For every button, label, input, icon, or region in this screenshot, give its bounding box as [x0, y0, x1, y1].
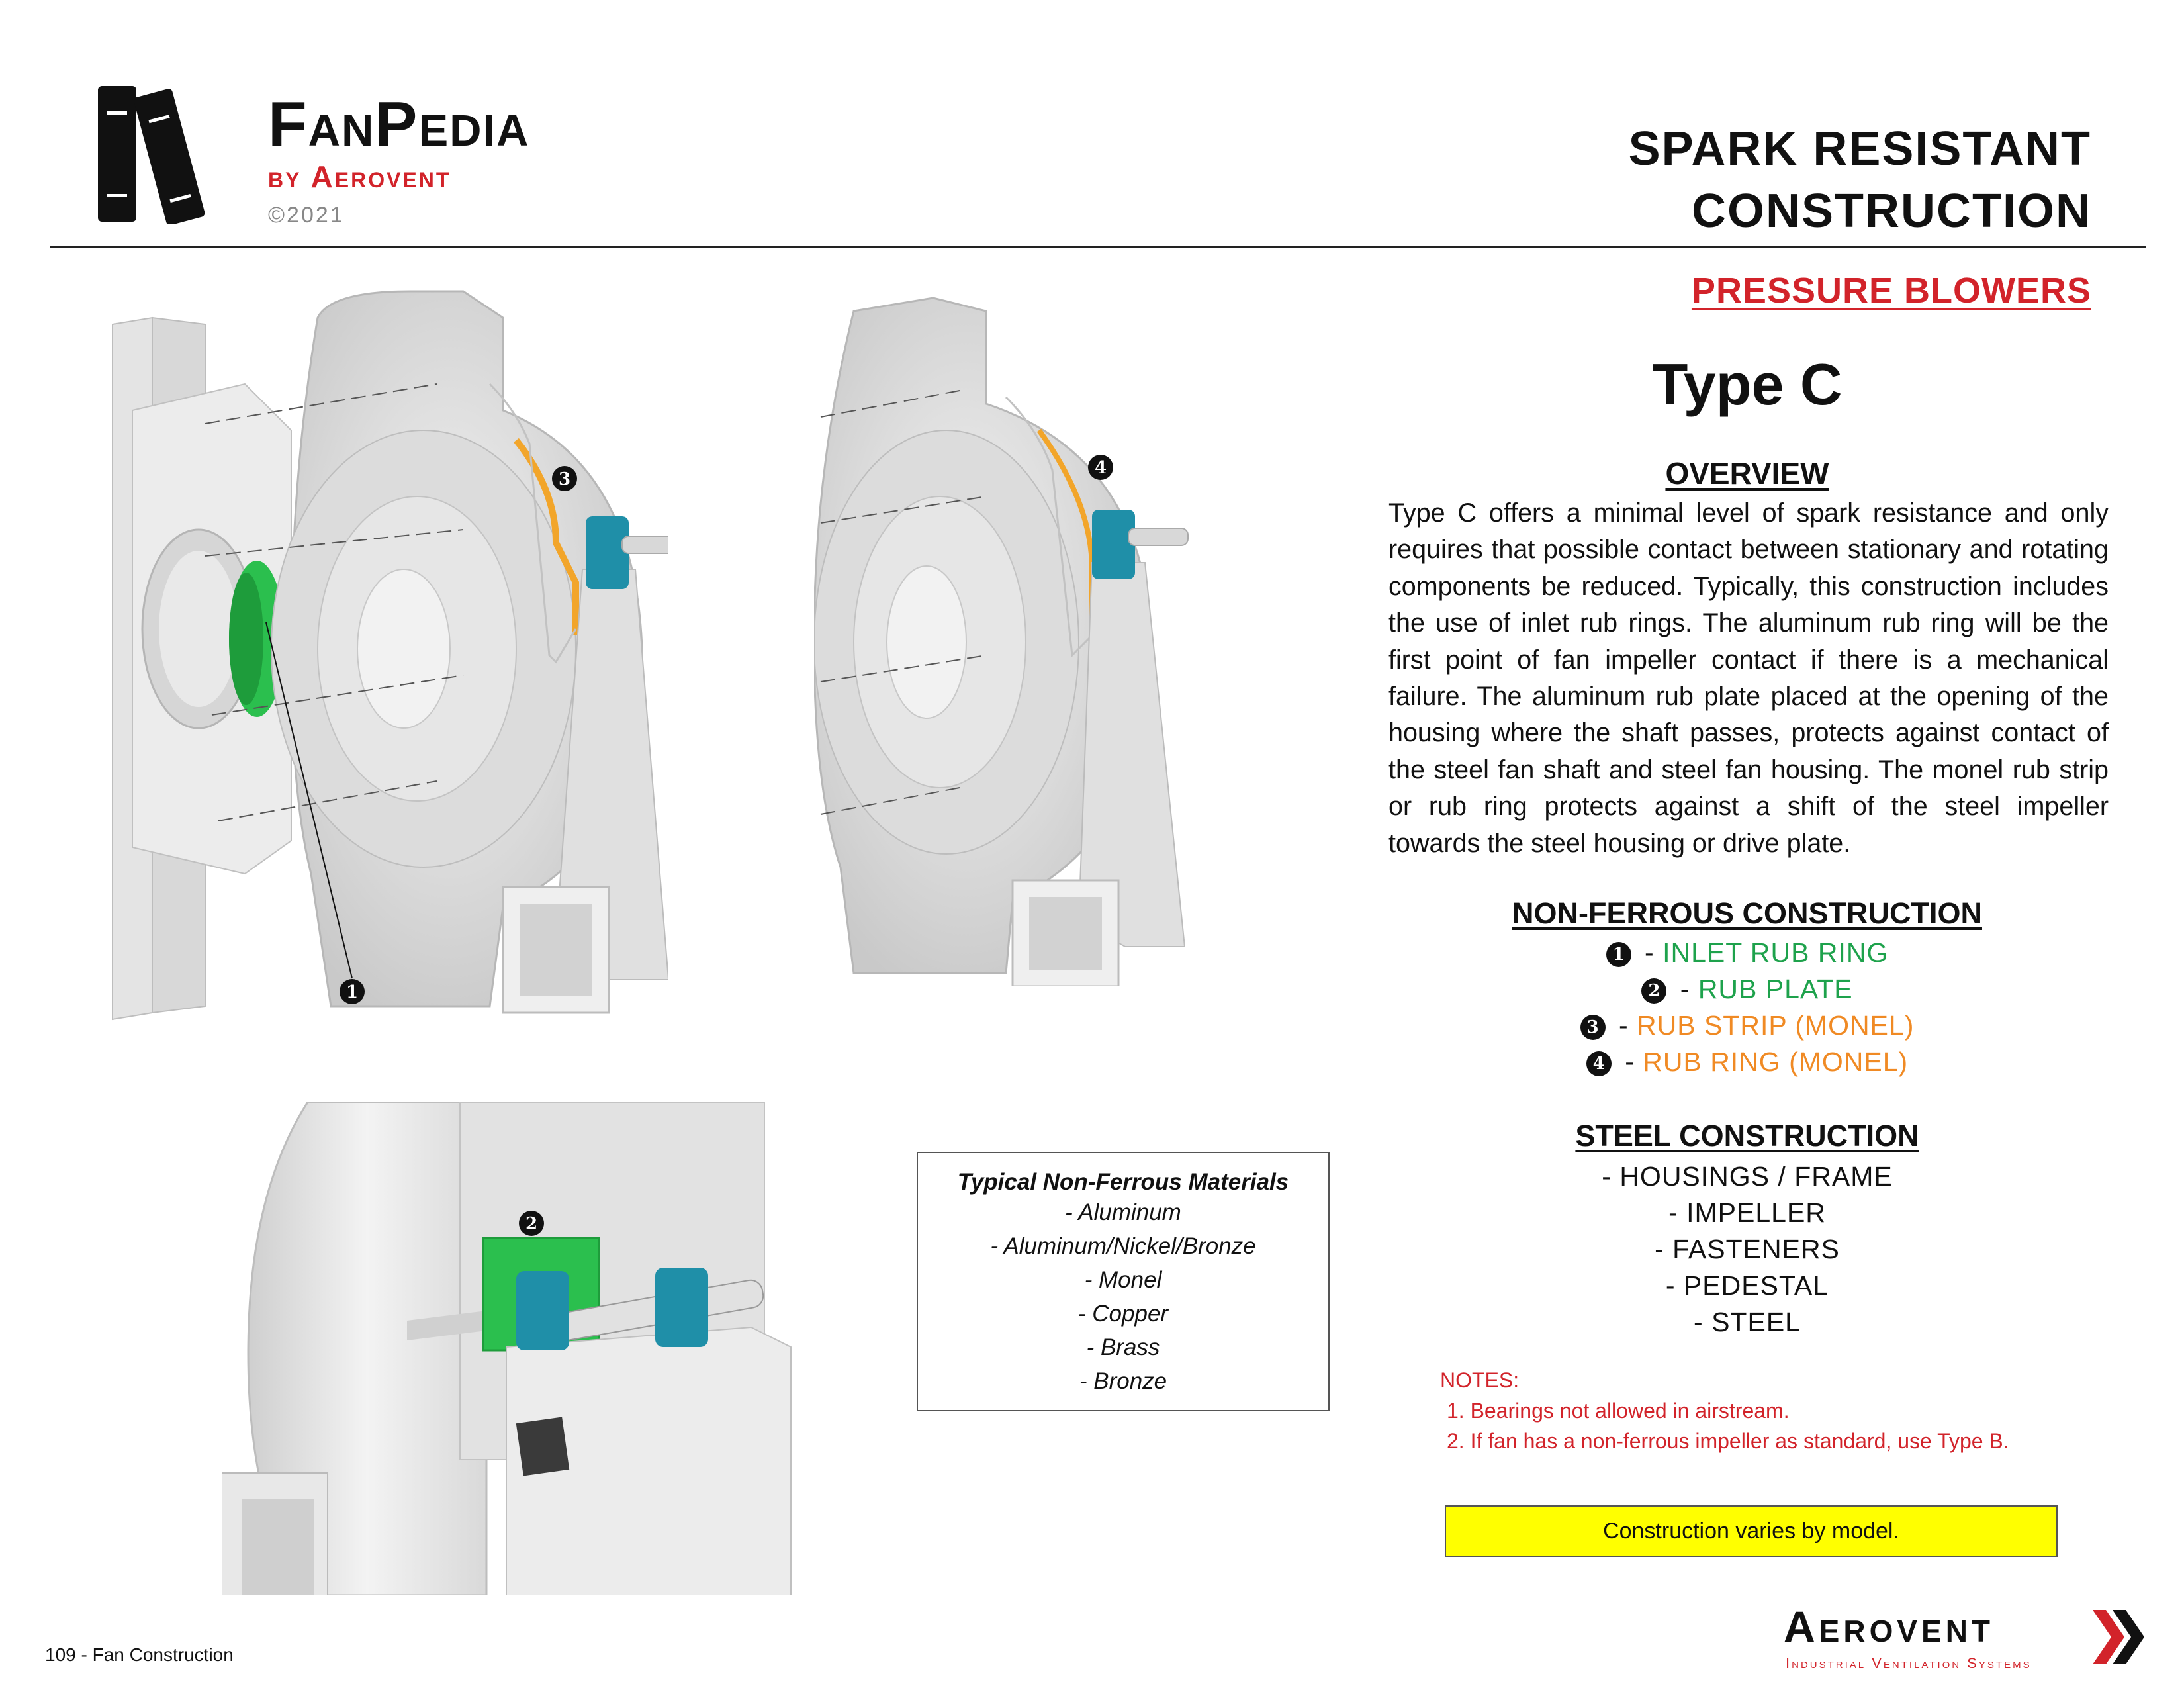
list-item: - FASTENERS: [1655, 1234, 1840, 1264]
material-item: - Brass: [1086, 1335, 1160, 1360]
material-item: - Monel: [1084, 1267, 1162, 1293]
material-item: - Bronze: [1079, 1368, 1167, 1394]
steel-heading: STEEL CONSTRUCTION: [1575, 1119, 1919, 1152]
page-title: [1496, 118, 2091, 242]
list-item: - STEEL: [1694, 1307, 1801, 1337]
fanpedia-books-icon: [98, 78, 237, 224]
materials-title: Typical Non-Ferrous Materials: [957, 1169, 1289, 1195]
list-item: 2 - RUB PLATE: [1390, 971, 2105, 1008]
list-item: 4 - RUB RING (MONEL): [1390, 1044, 2105, 1080]
material-item: - Aluminum: [1065, 1199, 1181, 1225]
aerovent-logo-text: Aerovent: [1784, 1602, 1995, 1651]
type-heading: Type C: [1652, 352, 1843, 417]
list-item-label: RUB PLATE: [1698, 974, 1853, 1004]
note-item: 2. If fan has a non-ferrous impeller as standard, use Type B.: [1447, 1429, 2009, 1453]
materials-box: [917, 1152, 1330, 1411]
copyright: ©2021: [268, 203, 345, 228]
non-ferrous-heading: NON-FERROUS CONSTRUCTION: [1512, 896, 1982, 930]
callout-3-bullet: 3: [1580, 1015, 1606, 1040]
steel-list: [1390, 1158, 2105, 1340]
callout-1-label: 1: [345, 982, 359, 1002]
non-ferrous-list: [1390, 935, 2105, 1080]
list-item-label: INLET RUB RING: [1662, 937, 1889, 968]
list-item: - PEDESTAL: [1665, 1270, 1829, 1301]
footer-page-number: 109 - Fan Construction: [45, 1644, 234, 1665]
callout-3-label: 3: [558, 469, 571, 489]
callout-1-bullet: 1: [1606, 942, 1631, 967]
list-item-label: RUB STRIP (MONEL): [1636, 1010, 1915, 1041]
header-divider: [50, 246, 2146, 248]
note-item: 1. Bearings not allowed in airstream.: [1447, 1399, 1790, 1423]
callout-2-bullet: 2: [1641, 978, 1666, 1004]
material-item: - Aluminum/Nickel/Bronze: [990, 1233, 1256, 1259]
aerovent-chevron-icon: [2090, 1607, 2150, 1667]
material-item: - Copper: [1077, 1301, 1169, 1327]
overview-text: Type C offers a minimal level of spark resistance and only requires that possible contact between stationary and rotating components be reduced. Typically, this construction includes the use of inlet rub rings. The aluminum rub ring will be the first point of fan impeller contact if there is a mechanical failure. The aluminum rub plate placed at the opening of the housing where the shaft passes, protects against contact of the steel fan shaft and steel fan housing. The monel rub strip or rub ring protects against a shift of the steel impeller towards the steel housing or drive plate.: [1388, 498, 2109, 858]
blower-illustration-inlet-rub-ring: [93, 278, 668, 1033]
list-item: - HOUSINGS / FRAME: [1602, 1161, 1893, 1192]
notes-heading: NOTES:: [1440, 1368, 1520, 1392]
list-item: 1 - INLET RUB RING: [1390, 935, 2105, 971]
callout-4-bullet: 4: [1586, 1051, 1612, 1076]
blower-illustration-rub-ring: [814, 285, 1317, 986]
callout-2-label: 2: [525, 1214, 538, 1234]
page-subtitle: PRESSURE BLOWERS: [1691, 271, 2091, 310]
page-title-line1: SPARK RESISTANT: [1628, 122, 2091, 175]
list-item: - IMPELLER: [1668, 1197, 1826, 1228]
overview-heading: OVERVIEW: [1665, 456, 1829, 491]
blower-illustration-rub-plate: [222, 1102, 817, 1595]
fanpedia-title: FanPedia: [268, 89, 530, 160]
list-item: 3 - RUB STRIP (MONEL): [1390, 1008, 2105, 1044]
construction-banner: Construction varies by model.: [1445, 1505, 2058, 1557]
fanpedia-subtitle: by Aerovent: [268, 160, 451, 194]
notes: [1440, 1365, 2168, 1456]
callout-4-label: 4: [1094, 458, 1107, 478]
page-title-line2: CONSTRUCTION: [1692, 185, 2091, 238]
aerovent-tagline: Industrial Ventilation Systems: [1786, 1655, 2032, 1671]
list-item-label: RUB RING (MONEL): [1643, 1047, 1909, 1077]
